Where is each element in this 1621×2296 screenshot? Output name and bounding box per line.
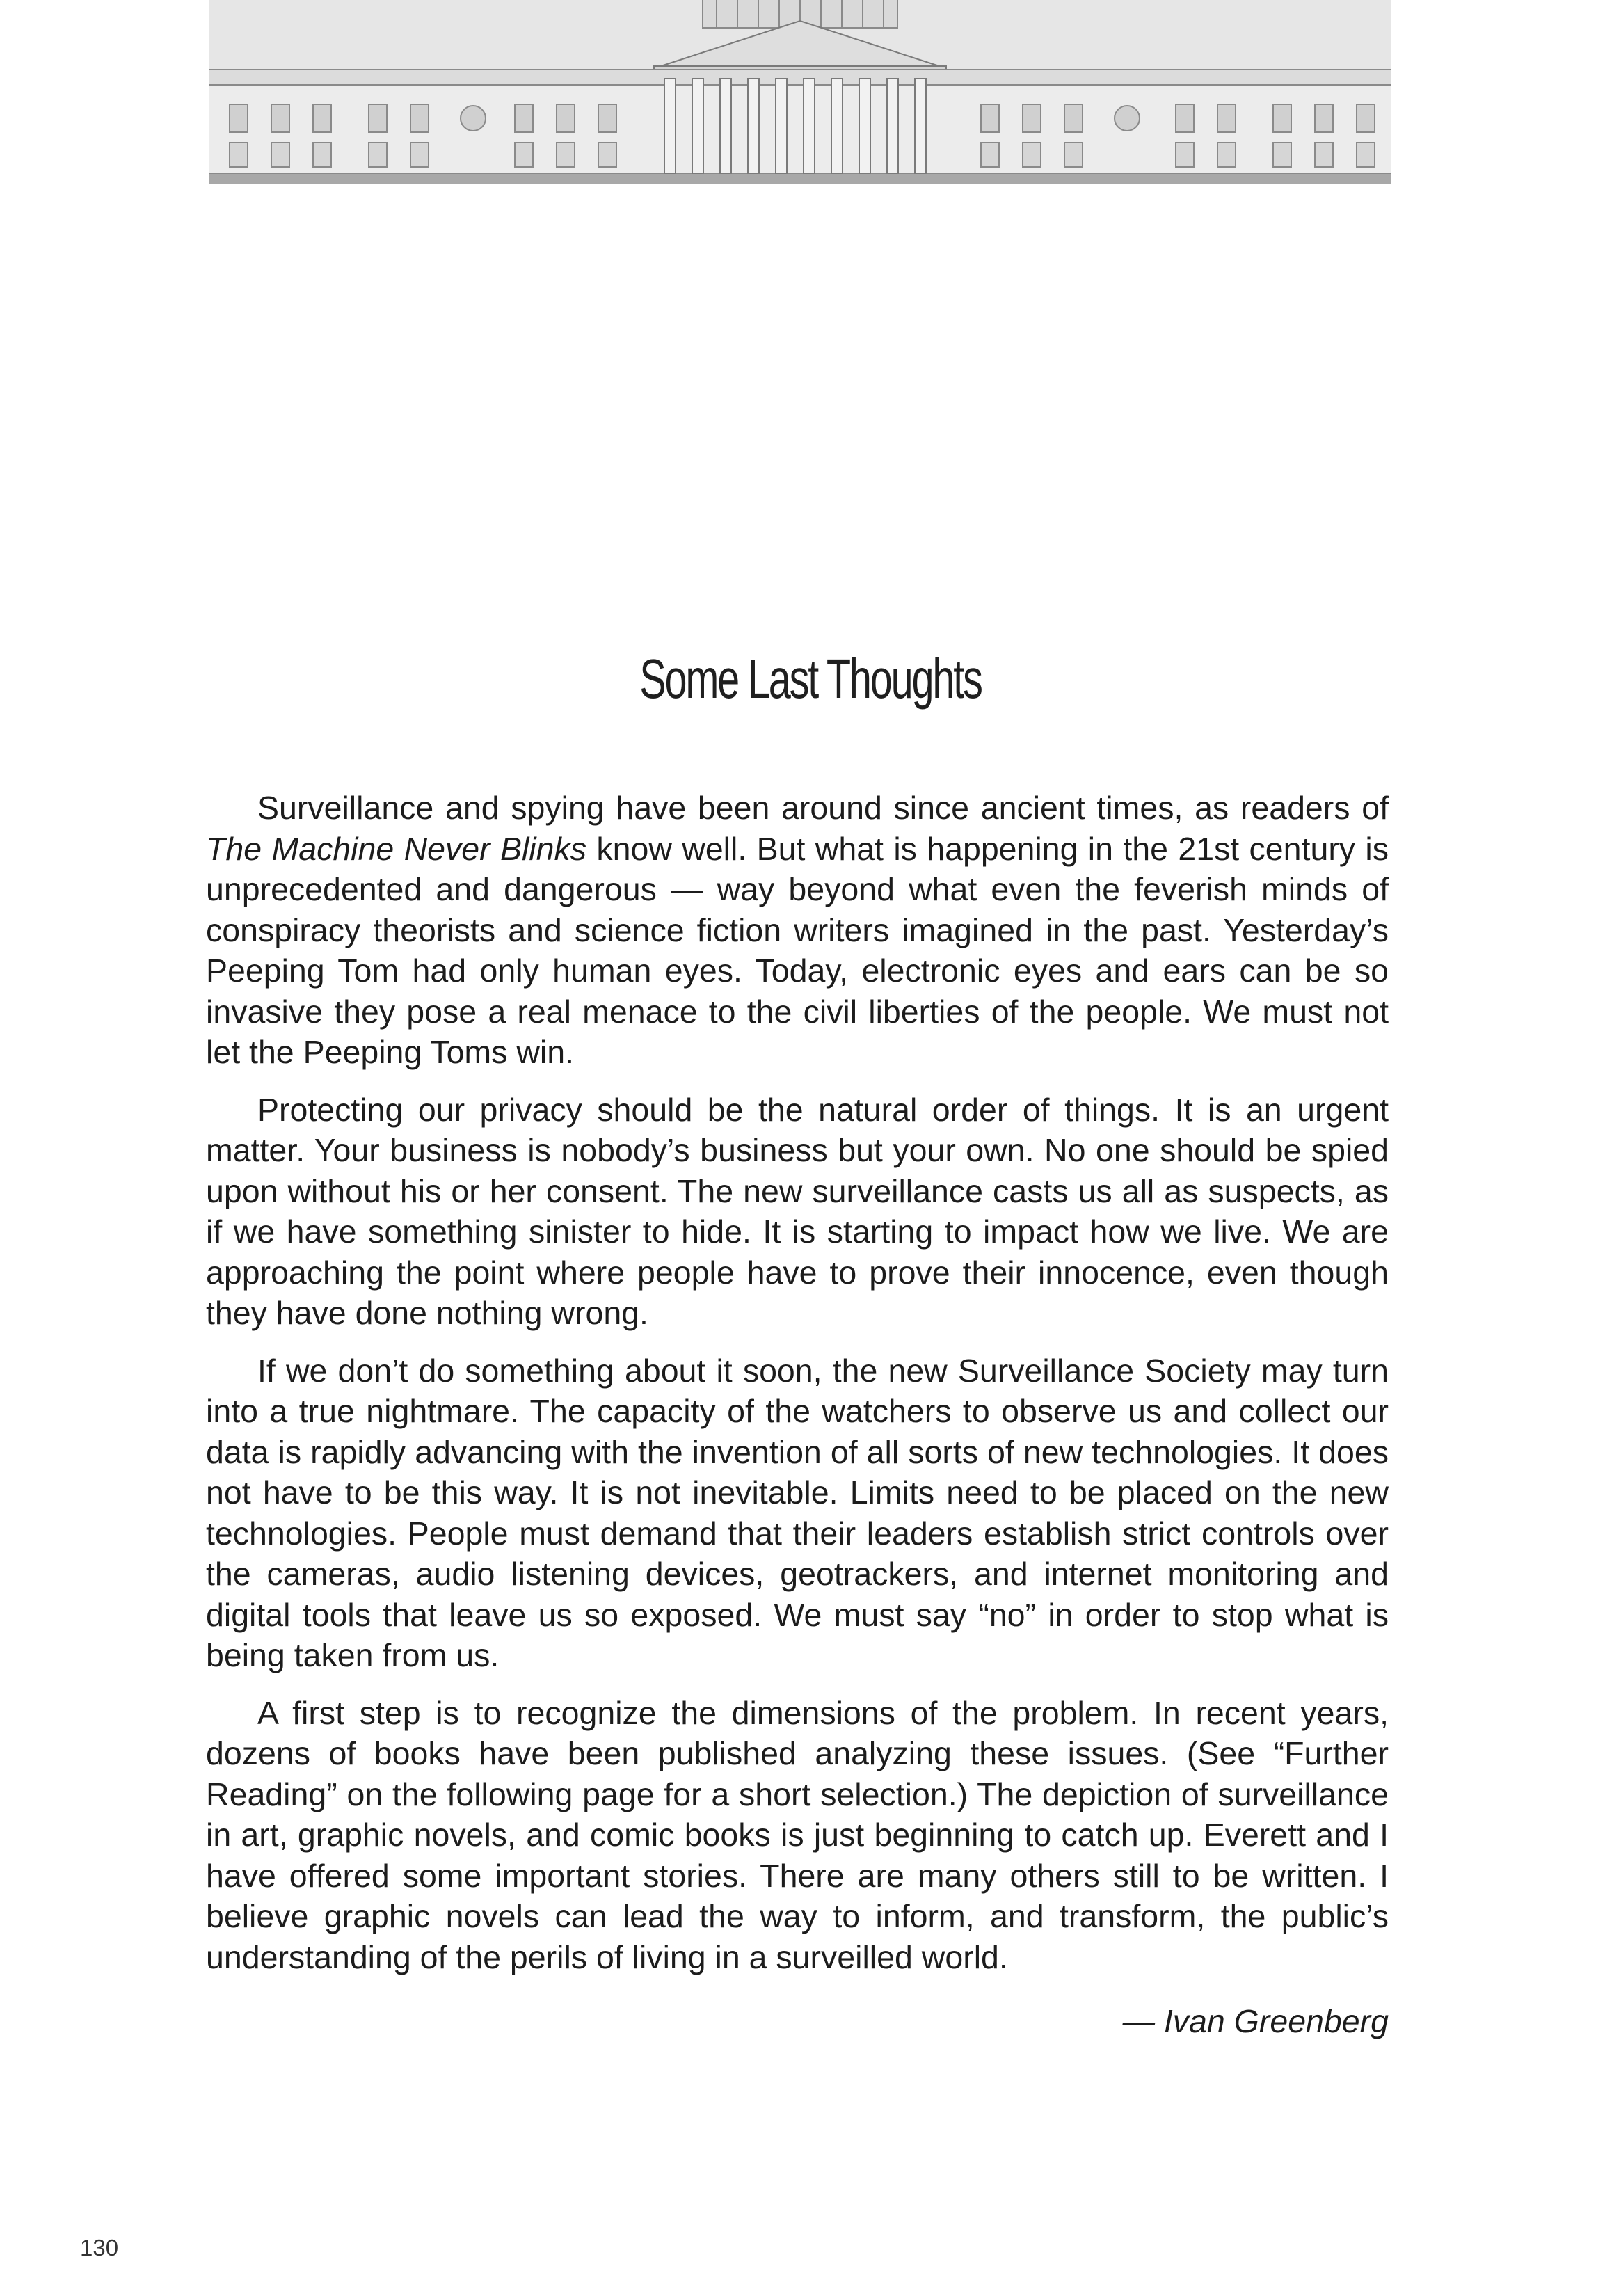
paragraph-1: Surveillance and spying have been around since ancient times, as readers of The Machine Never Blinks know well. But what is happening in the 21st century is unprecedented and dangerous — way beyond what even the feverish minds of conspiracy theorists and science fiction writers imagined in the past. Yesterday’s Peeping Tom had only human eyes. Today, electronic eyes and ears can be so invasive they pose a real menace to the civil liberties of the people. We must not let the Peeping Toms win. — [206, 790, 1389, 1070]
page-number: 130 — [80, 2235, 119, 2261]
book-title: The Machine Never Blinks — [206, 830, 586, 867]
author-signature: — Ivan Greenberg — [1122, 2003, 1389, 2039]
page-title: Some Last Thoughts — [639, 648, 982, 710]
essay-body — [206, 788, 1389, 1994]
paragraph-4: A first step is to recognize the dimensions of the problem. In recent years, dozens of books have been published analyzing these issues. (See “Further Reading” on the following page for a short selection.) The depiction of surveillance in art, graphic novels, and comic books is just beginning to catch up. Everett and I have offered some important stories. There are many others still to be written. I believe graphic novels can lead the way to inform, and transform, the public’s understanding of the perils of living in a surveilled world. — [206, 1694, 1389, 1975]
paragraph-2: Protecting our privacy should be the natural order of things. It is an urgent matter. Your business is nobody’s business but your own. No one should be spied upon without his or her consent. The new surveillance casts us all as suspects, as if we have something sinister to hide. It is starting to impact how we live. We are approaching the point where people have to prove their innocence, even though they have done nothing wrong. — [206, 1091, 1389, 1331]
paragraph-3: If we don’t do something about it soon, the new Surveillance Society may turn into a true nightmare. The capacity of the watchers to observe us and collect our data is rapidly advancing with the invention of all sorts of new technologies. It does not have to be this way. It is not inevitable. Limits need to be placed on the new technologies. People must demand that their leaders establish strict controls over the cameras, audio listening devices, geotrackers, and internet monitoring and digital tools that leave us so exposed. We must say “no” in order to stop what is being taken from us. — [206, 1352, 1389, 1673]
capitol-building-illustration — [209, 0, 1391, 184]
